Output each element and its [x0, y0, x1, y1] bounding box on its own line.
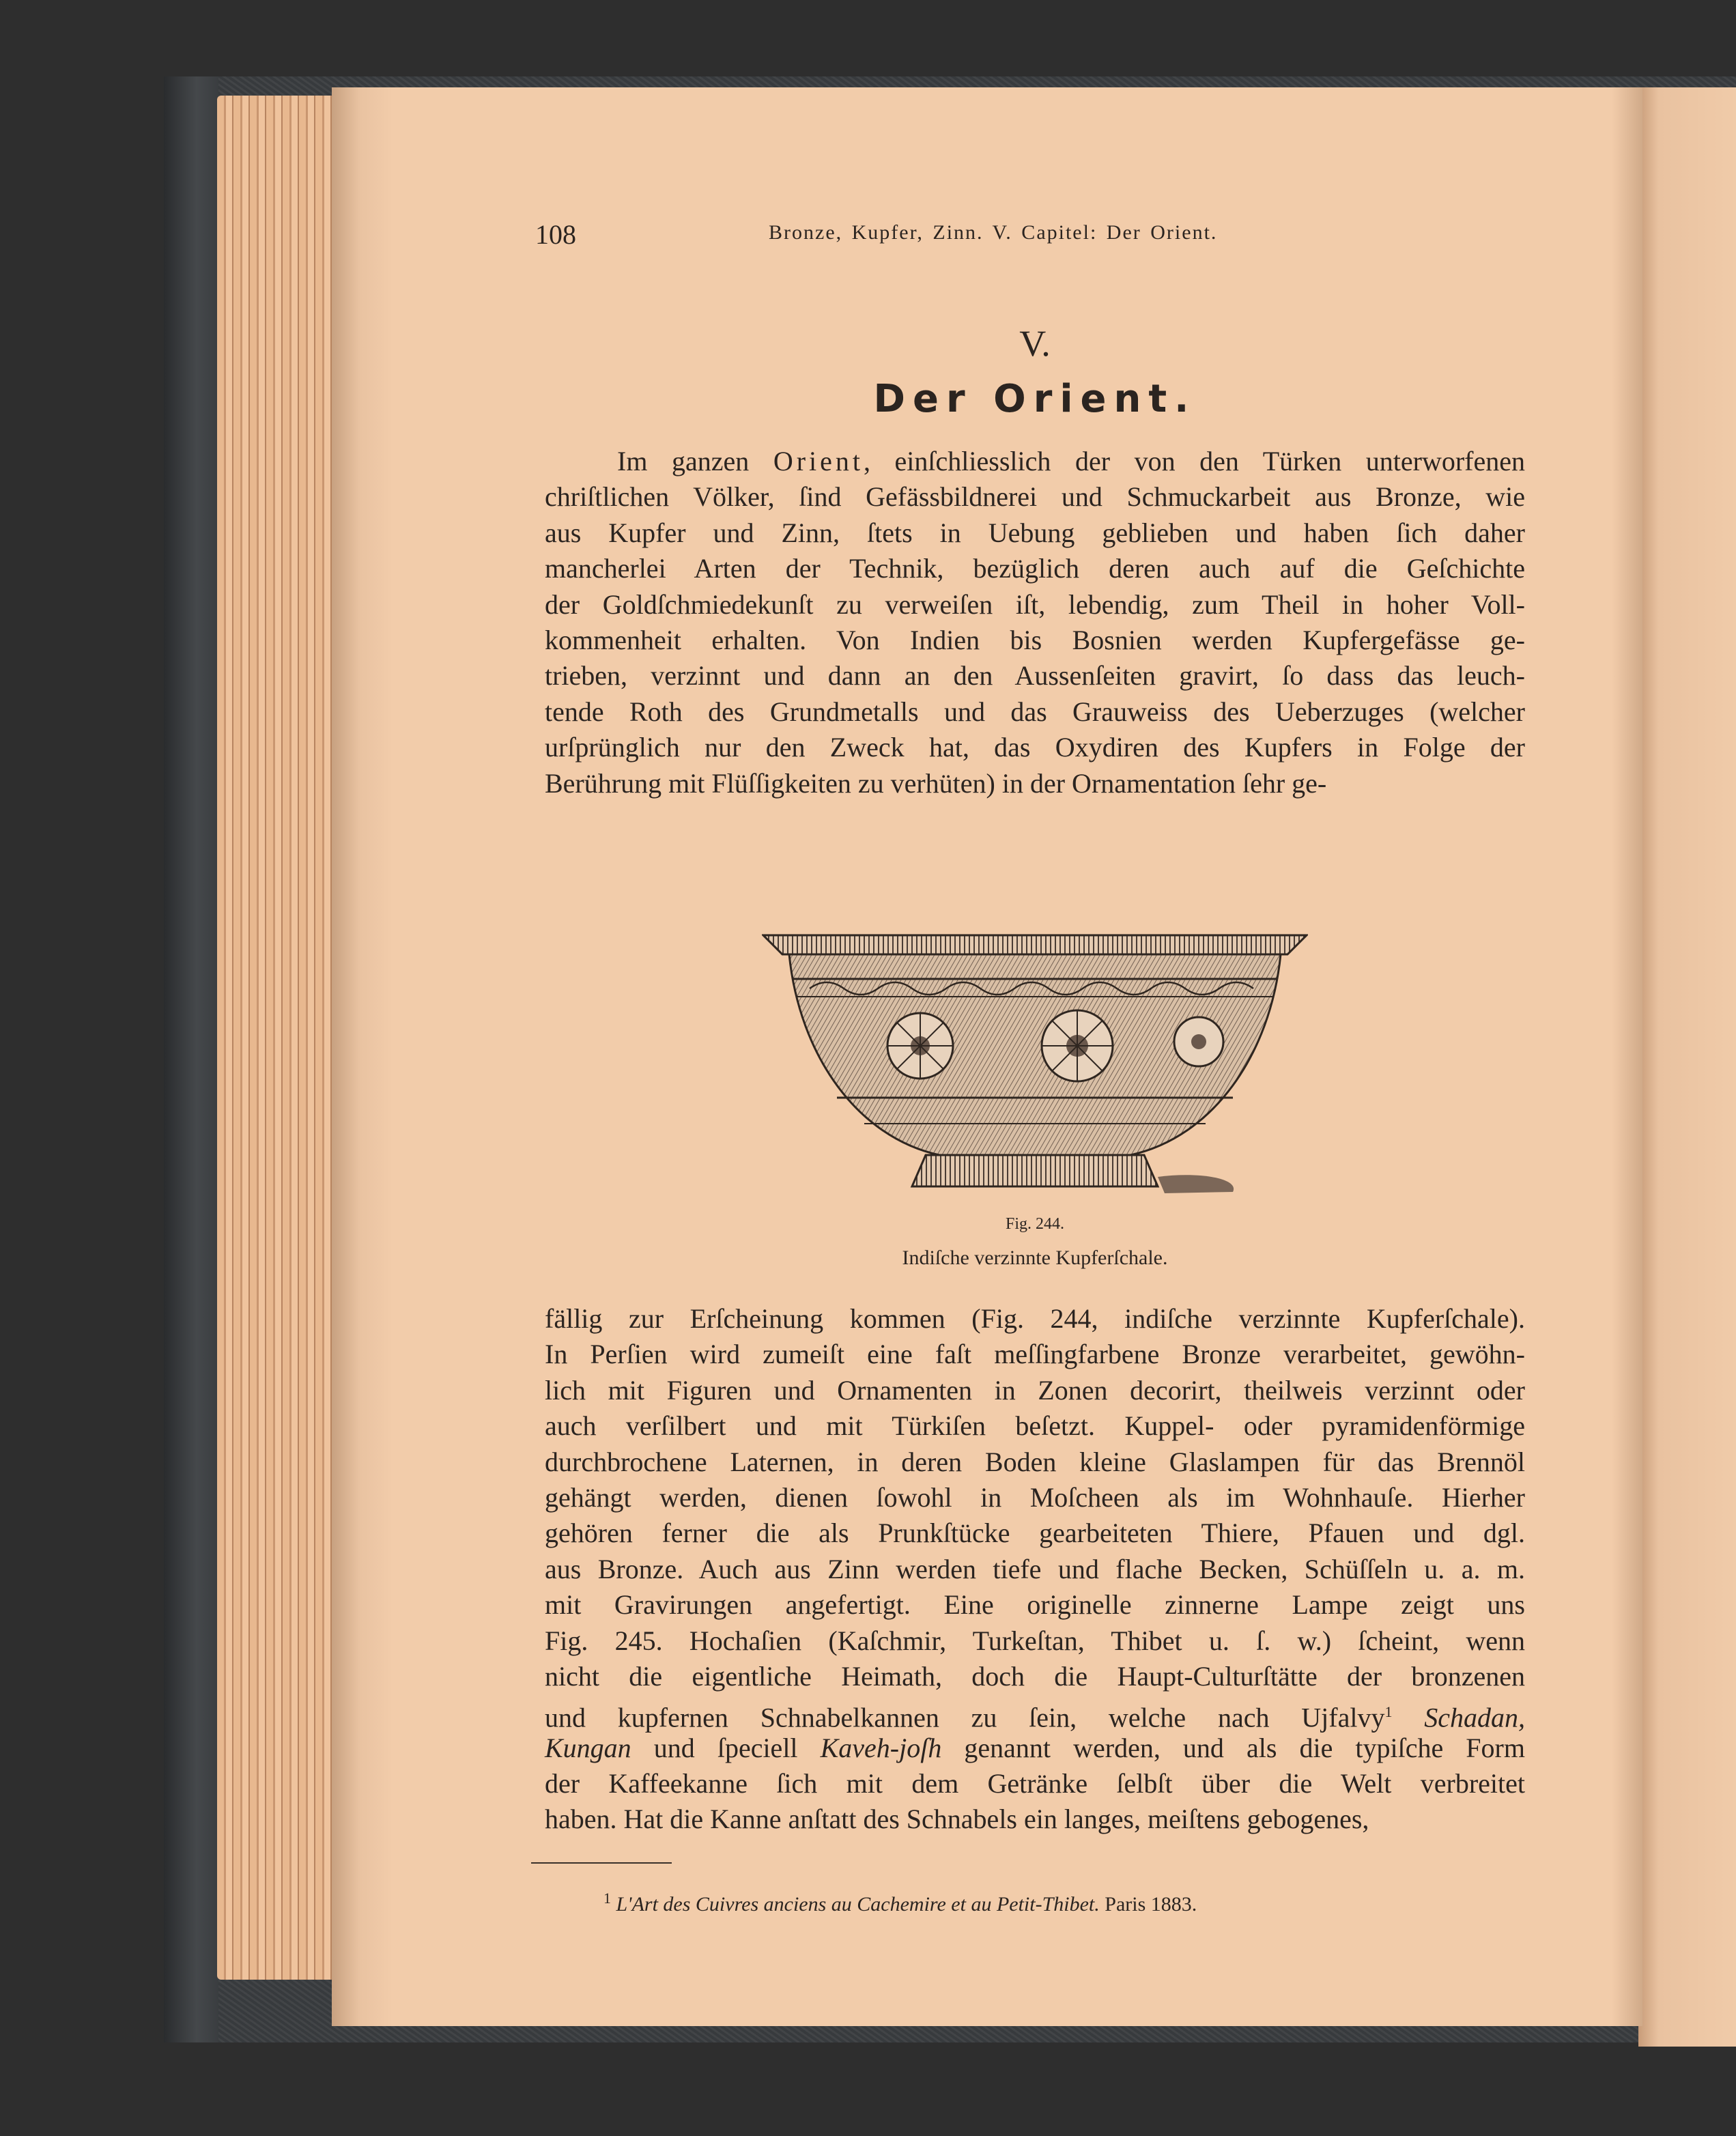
paragraph-line: chriſtlichen Völker, ſind Gefässbildnerei und Schmuckarbeit aus Bronze, wie — [545, 481, 1525, 513]
paragraph-line — [545, 1731, 1525, 1766]
paragraph-line: In Perſien wird zumeiſt eine faſt meſſingfarbene Bronze verarbeitet, gewöhn- — [545, 1339, 1525, 1370]
footnote-imprint: Paris 1883. — [1099, 1893, 1197, 1916]
chapter-title: Der Orient. — [873, 377, 1197, 421]
paragraph-1 — [545, 444, 1525, 801]
paragraph-line: mancherlei Arten der Technik, bezüglich deren auch auf die Geſchichte — [545, 553, 1525, 584]
footnote-number: 1 — [603, 1890, 611, 1907]
paragraph-line: nicht die eigentliche Heimath, doch die Haupt-Culturſtätte der bronzenen — [545, 1660, 1525, 1692]
figure-caption: Indiſche verzinnte Kupferſchale. — [902, 1247, 1168, 1269]
paragraph-line: gehängt werden, dienen ſowohl in Moſcheen als im Wohnhauſe. Hierher — [545, 1481, 1525, 1513]
footnote-marker: 1 — [1384, 1703, 1393, 1721]
italic-term: Kungan — [545, 1732, 631, 1763]
paragraph-line: fällig zur Erſcheinung kommen (Fig. 244, indiſche verzinnte Kupferſchale). — [545, 1303, 1525, 1334]
text-run: Im ganzen — [617, 446, 773, 476]
book-spine — [164, 76, 218, 2042]
paragraph-line: der Kaffeekanne ſich mit dem Getränke ſelbſt über die Welt verbreitet — [545, 1768, 1525, 1799]
book-page — [332, 87, 1642, 2026]
text-run: genannt werden, und als die typiſche Form — [941, 1732, 1525, 1763]
paragraph-line: haben. Hat die Kanne anſtatt des Schnabels ein langes, meiſtens gebogenes, — [545, 1804, 1369, 1835]
figure-label: Fig. 244. — [1005, 1215, 1064, 1233]
paragraph-line: kommenheit erhalten. Von Indien bis Bosnien werden Kupfergefässe ge- — [545, 624, 1525, 655]
paragraph-line: Berührung mit Flüſſigkeiten zu verhüten) in der Ornamentation ſehr ge- — [545, 767, 1327, 799]
bowl-engraving — [762, 926, 1308, 1203]
text-run: und ſpeciell — [631, 1732, 821, 1763]
paragraph-line: der Goldſchmiedekunſt zu verweiſen iſt, lebendig, zum Theil in hoher Voll- — [545, 588, 1525, 620]
page-number: 108 — [535, 219, 576, 250]
paragraph-line: aus Bronze. Auch aus Zinn werden tiefe und flache Becken, Schüſſeln u. a. m. — [545, 1553, 1525, 1584]
paragraph-line: mit Gravirungen angefertigt. Eine originelle zinnerne Lampe zeigt uns — [545, 1589, 1525, 1621]
chapter-number: V. — [1019, 323, 1051, 364]
paragraph-line — [545, 1694, 1526, 1733]
italic-term: Kaveh-joſh — [820, 1732, 942, 1763]
text-run: , einſchliesslich der von den Türken unterworfenen — [864, 446, 1525, 476]
spaced-word: Orient — [773, 446, 864, 476]
footnote-rule — [531, 1862, 672, 1864]
running-head: Bronze, Kupfer, Zinn. V. Capitel: Der Orient. — [769, 221, 1218, 244]
paragraph-line: trieben, verzinnt und dann an den Aussenſeiten gravirt, ſo dass das leuch- — [545, 660, 1525, 692]
footnote-title: L'Art des Cuivres anciens au Cachemire et au Petit-Thibet. — [616, 1893, 1100, 1916]
paragraph-line: Fig. 245. Hochaſien (Kaſchmir, Turkeſtan, Thibet u. ſ. w.) ſcheint, wenn — [545, 1625, 1525, 1656]
paragraph-2 — [545, 1301, 1525, 1838]
italic-term: Schadan, — [1424, 1702, 1526, 1733]
paragraph-line: lich mit Figuren und Ornamenten in Zonen decorirt, theilweis verzinnt oder — [545, 1374, 1525, 1406]
paragraph-line: gehören ferner die als Prunkſtücke gearbeiteten Thiere, Pfauen und dgl. — [545, 1518, 1525, 1549]
footnote — [603, 1890, 1197, 1916]
paragraph-line: aus Kupfer und Zinn, ſtets in Uebung geblieben und haben ſich daher — [545, 517, 1525, 548]
paragraph-line: auch verſilbert und mit Türkiſen beſetzt. Kuppel- oder pyramidenförmige — [545, 1410, 1525, 1442]
text-run: und kupfernen Schnabelkannen zu ſein, welche nach Ujfalvy — [545, 1702, 1385, 1733]
paragraph-line — [545, 444, 1525, 479]
paragraph-line: urſprünglich nur den Zweck hat, das Oxydiren des Kupfers in Folge der — [545, 732, 1525, 763]
paragraph-line: durchbrochene Laternen, in deren Boden kleine Glaslampen für das Brennöl — [545, 1446, 1525, 1477]
paragraph-line: tende Roth des Grundmetalls und das Grauweiss des Ueberzuges (welcher — [545, 696, 1525, 727]
